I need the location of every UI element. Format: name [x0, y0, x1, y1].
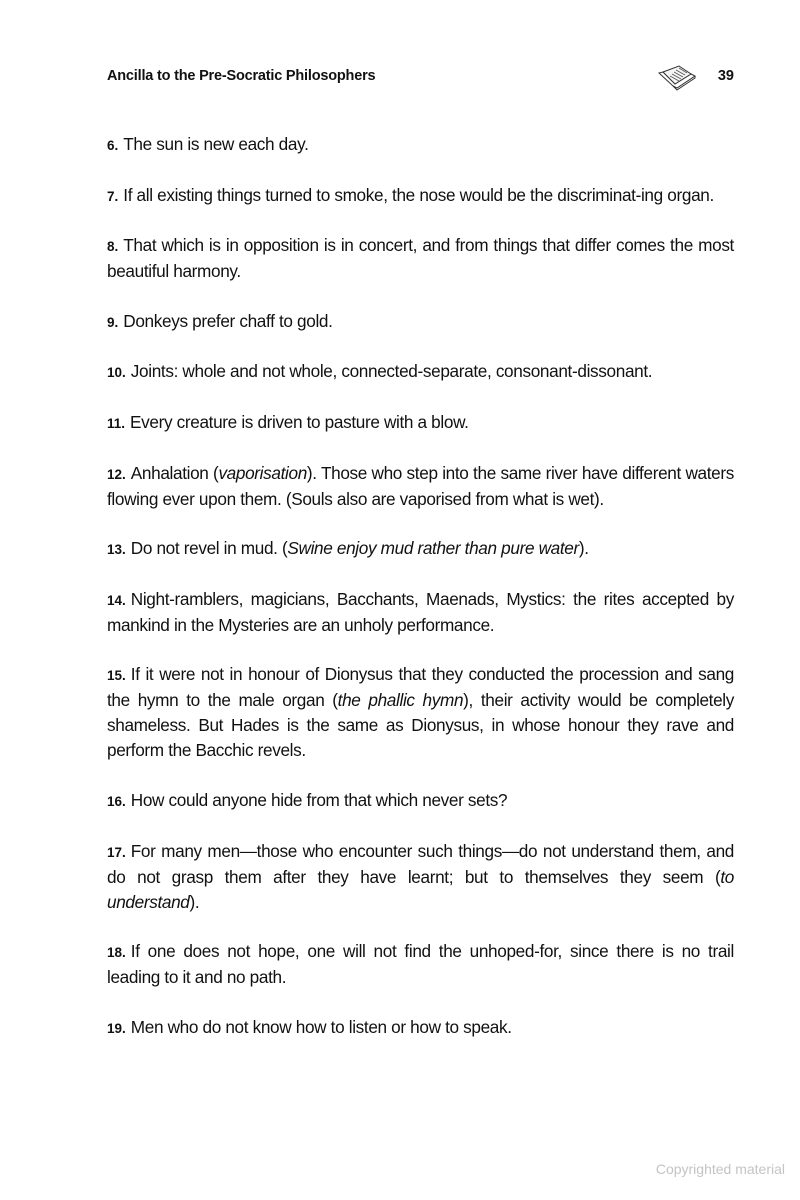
fragment-text: ).: [189, 891, 200, 912]
fragment-text: ).: [578, 538, 589, 559]
fragment-number: 18.: [107, 945, 126, 961]
fragment-11: [107, 410, 734, 436]
fragment-text: If it were not in honour of Dionysus that they conducted the procession and sang the hymn to the male organ (: [107, 664, 734, 711]
fragment-16: [107, 788, 734, 814]
fragment-17: [107, 839, 734, 915]
fragment-number: 15.: [107, 668, 126, 684]
fragment-number: 7.: [107, 188, 119, 204]
fragment-number: 10.: [107, 365, 126, 381]
fragment-text: The sun is new each day.: [123, 134, 309, 154]
fragment-list: [107, 132, 734, 1065]
fragment-number: 9.: [107, 314, 119, 330]
fragment-number: 11.: [107, 415, 126, 431]
fragment-7: [107, 183, 734, 209]
fragment-text: If all existing things turned to smoke, the nose would be the discriminat-ing organ.: [123, 184, 714, 205]
fragment-text: That which is in opposition is in concert, and from things that differ comes the most beautiful harmony.: [107, 235, 734, 282]
fragment-text: If one does not hope, one will not find the unhoped-for, since there is no trail leading to it and no path.: [107, 941, 734, 988]
fragment-text: Do not revel in mud. (: [130, 538, 288, 559]
fragment-text: ). Those who step into the same river have different waters flowing ever upon them. (Souls also are vaporised from what is wet).: [107, 462, 734, 509]
open-book-icon: [657, 64, 697, 92]
fragment-15: [107, 662, 734, 763]
fragment-italic-gloss: the phallic hymn: [337, 690, 464, 711]
fragment-number: 19.: [107, 1020, 126, 1036]
page-header: [107, 66, 734, 90]
fragment-number: 12.: [107, 466, 126, 482]
fragment-number: 17.: [107, 844, 126, 860]
fragment-text: Joints: whole and not whole, connected-separate, consonant-dissonant.: [130, 361, 653, 382]
fragment-9: [107, 309, 734, 335]
fragment-number: 13.: [107, 542, 126, 558]
fragment-text: Every creature is driven to pasture with a blow.: [130, 411, 469, 432]
fragment-text: Men who do not know how to listen or how to speak.: [130, 1016, 512, 1037]
running-title: Ancilla to the Pre-Socratic Philosophers: [107, 68, 376, 84]
fragment-number: 8.: [107, 239, 119, 255]
fragment-text: ), their activity would be completely shameless. But Hades is the same as Dionysus, in whose honour they rave and perform the Bacchic revels.: [107, 690, 734, 761]
fragment-12: [107, 461, 734, 512]
fragment-19: [107, 1015, 734, 1041]
copyright-watermark: Copyrighted material: [655, 1161, 785, 1177]
fragment-text: Night-ramblers, magicians, Bacchants, Maenads, Mystics: the rites accepted by mankind in the Mysteries are an unholy performance.: [107, 588, 734, 635]
fragment-text: How could anyone hide from that which never sets?: [130, 789, 508, 810]
fragment-text: Anhalation (: [130, 462, 219, 483]
fragment-13: [107, 536, 734, 562]
fragment-8: [107, 233, 734, 284]
fragment-number: 16.: [107, 793, 126, 809]
fragment-14: [107, 587, 734, 638]
fragment-number: 6.: [107, 138, 119, 153]
page-number: 39: [717, 68, 734, 84]
fragment-10: [107, 359, 734, 385]
fragment-6: [107, 132, 734, 158]
fragment-italic-gloss: Swine enjoy mud rather than pure water: [287, 538, 579, 559]
fragment-18: [107, 939, 734, 990]
fragment-number: 14.: [107, 592, 126, 608]
fragment-text: For many men—those who encounter such things—do not understand them, and do not grasp them after they have learnt; but to themselves they seem (: [107, 840, 734, 887]
fragment-text: Donkeys prefer chaff to gold.: [123, 310, 333, 331]
fragment-italic-gloss: vaporisation: [218, 462, 307, 483]
fragment-italic-gloss: to understand: [107, 866, 734, 912]
